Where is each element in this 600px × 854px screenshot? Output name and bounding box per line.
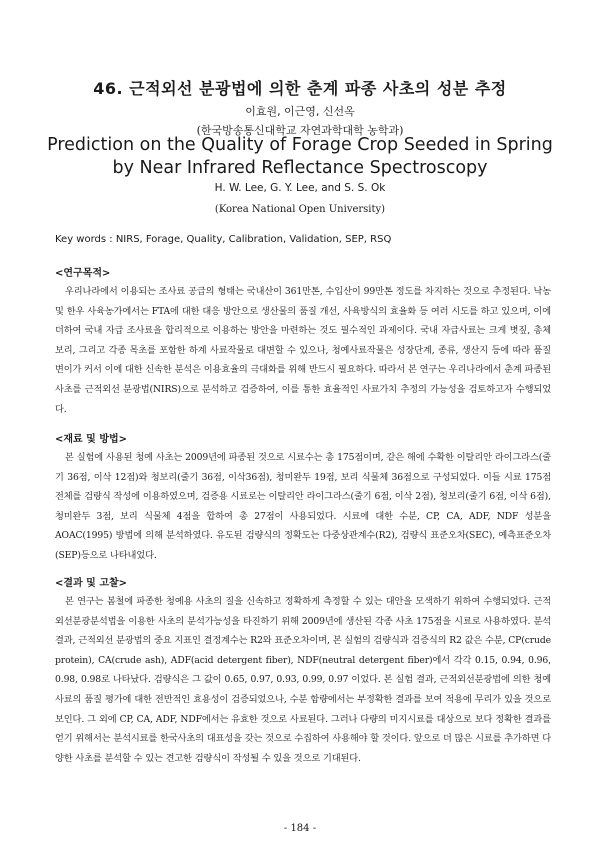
paper-title-english [0, 134, 600, 180]
section-body-results: 본 연구는 봄철에 파종한 청예용 사초의 질을 신속하고 정확하게 측정할 수 있는 대안을 모색하기 위하여 수행되었다. 근적외선분광분석법을 이용한 사초의 분석가능성을 타진하기 위해 2009년에 생산된 각종 사초 175점을 시료로 사용하였다. 분석 결과, 근적외선 분광법의 중요 지표인 결정계수는 R2와 표준오차이며, 본 실험의 검량식과 검증식의 R2 값은 수분, CP(crude protein), CA(crude ash), ADF(acid detergent fiber), NDF(neutral detergent fiber)에서 각각 0.15, 0.94, 0.96, 0.98, 0.98로 나타났다. 검량식은 그 값이 0.65, 0.97, 0.93, 0.99, 0.97 이었다. 본 실험 결과, 근적외선분광법에 의한 청예사료의 품질 평가에 대한 전반적인 효용성이 검증되었으나, 수분 함량에서는 부정확한 결과를 보여 적용에 무리가 있을 것으로 보인다. 그 외에 CP, CA, ADF, NDF에서는 유효한 것으로 사료된다. 그러나 다량의 미지시료를 대상으로 보다 정확한 결과를 얻기 위해서는 분석시료를 한국사초의 대표성을 갖는 것으로 수집하여 사용해야 할 것이다. 앞으로 더 많은 시료를 추가하면 다양한 사초를 분석할 수 있는 견고한 검량식이 작성될 수 있을 것으로 기대된다. [55, 596, 551, 764]
affiliation-english: (Korea National Open University) [214, 204, 386, 215]
section-purpose [55, 264, 551, 419]
section-methods [55, 430, 551, 566]
section-body-methods: 본 실험에 사용된 청예 사초는 2009년에 파종된 것으로 시료수는 총 175점이며, 같은 해에 수확한 이탈리안 라이그라스(줄기 36점, 이삭 12점)와 청보리(줄기 36점, 이삭36점), 청미완두 19점, 보리 식물체 36점으로 구성되었다. 이들 시료 175점 전체를 검량식 작성에 이용하였으며, 검증용 시료로는 이탈리안 라이그라스(줄기 6점, 이삭 2점), 청보리(줄기 6점, 이삭 6점), 청미완두 3점, 보리 식물체 4점을 합하여 총 27점이 사용되었다. 시료에 대한 수분, CP, CA, ADF, NDF 성분을 AOAC(1995) 방법에 의해 분석하였다. 유도된 검량식의 정확도는 다중상관계수(R2), 검량식 표준오차(SEC), 예측표준오차(SEP)등으로 나타내었다. [55, 452, 551, 561]
page-number: - 184 - [283, 823, 317, 834]
section-body-purpose: 우리나라에서 이용되는 조사료 공급의 형태는 국내산이 361만톤, 수입산이 99만톤 정도를 차지하는 것으로 추정된다. 낙농 및 한우 사육농가에서는 FTA에 대한 대응 방안으로 생산물의 품질 개선, 사육방식의 효율화 등 여러 시도를 하고 있으며, 이에 더하여 국내 자급 조사료을 합리적으로 이용하는 방안을 마련하는 것도 필수적인 과제이다. 국내 자급사료는 크게 볏짚, 총체 보리, 그리고 각종 목초를 포함한 하계 사료작물로 대변할 수 있으나, 청예사료작물은 성장단계, 종류, 생산지 등에 따라 품질 변이가 커서 이에 대한 신속한 분석은 이용효율의 극대화를 위해 반드시 필요하다. 따라서 본 연구는 우리나라에서 춘계 파종된 사초를 근적외선 분광법(NIRS)으로 분석하고 검증하여, 이를 통한 효율적인 사료가치 추정의 가능성을 검토하고자 수행되었다. [55, 286, 551, 415]
title-english-line-1: Prediction on the Quality of Forage Crop Seeded in Spring [47, 135, 553, 155]
title-english-line-2: by Near Infrared Reflectance Spectroscopy [112, 158, 488, 178]
paper-title-korean: 46. 근적외선 분광법에 의한 춘계 파종 사초의 성분 추정 [93, 79, 507, 98]
authors-english: H. W. Lee, G. Y. Lee, and S. S. Ok [214, 182, 386, 194]
section-heading-purpose: <연구목적> [55, 268, 111, 279]
keywords: Key words : NIRS, Forage, Quality, Calibration, Validation, SEP, RSQ [55, 234, 392, 245]
affiliation-korean: (한국방송통신대학교 자연과학대학 농학과) [196, 124, 404, 137]
section-heading-methods: <재료 및 방법> [55, 434, 128, 445]
section-heading-results: <결과 및 고찰> [55, 578, 128, 589]
authors-korean: 이효원, 이근영, 신선옥 [245, 105, 355, 118]
section-results [55, 574, 551, 768]
